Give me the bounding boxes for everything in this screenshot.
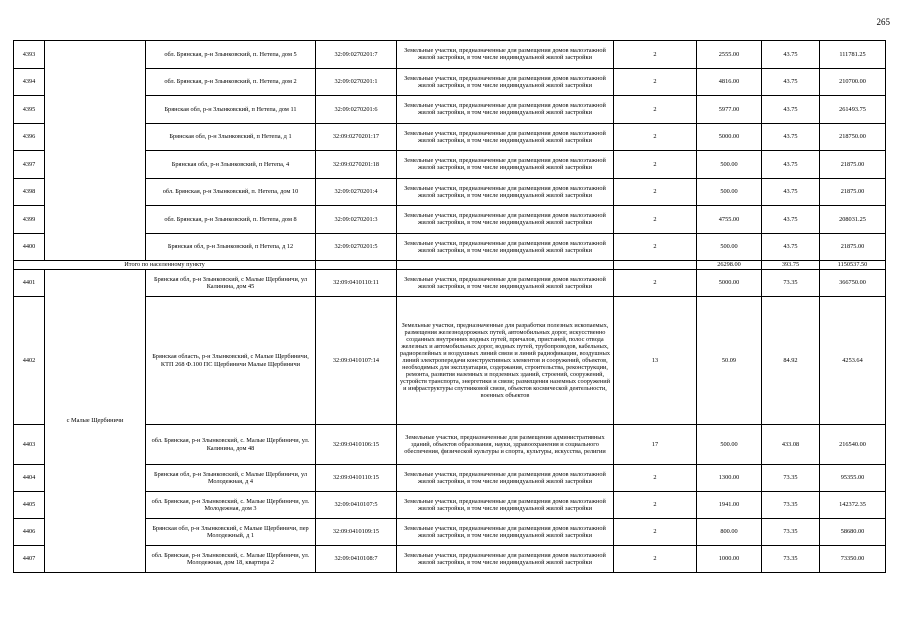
- value-cell: 142372.35: [820, 492, 886, 519]
- area-cell: 1000.00: [697, 546, 762, 573]
- cadastral-number-cell: 32:09:0270201:18: [316, 151, 397, 179]
- address-cell: Брянская обл, р-н Злынковский, с Малые Щербиничи, пер Молодежный, д 1: [146, 519, 316, 546]
- group-cell: 2: [614, 68, 697, 96]
- row-number: 4399: [14, 206, 45, 234]
- address-cell: обл. Брянская, р-н Злынковский, п. Нетепа, дом 8: [146, 206, 316, 234]
- value-cell: 216540.00: [820, 425, 886, 465]
- value-cell: 21875.00: [820, 178, 886, 206]
- area-cell: 500.00: [697, 178, 762, 206]
- area-cell: 4755.00: [697, 206, 762, 234]
- area-cell: 500.00: [697, 425, 762, 465]
- area-cell: 5000.00: [697, 123, 762, 151]
- row-number: 4406: [14, 519, 45, 546]
- rate-cell: 73.35: [762, 270, 820, 297]
- land-use-cell: Земельные участки, предназначенные для разработки полезных ископаемых, размещения железнодорожных путей, автомобильных дорог, искусственно созданных внутренних водных путей, причалов, пристаней, полос отвода железных и автомобильных дорог, водных путей, трубопроводов, кабельных, радиорелейных и воздушных линий связи и линий радиофикации, воздушных линий электропередачи конструктивных элементов и сооружений, объектов, необходимых для эксплуатации, содержания, строительства, реконструкции, ремонта, развития наземных и подземных зданий, строений, сооружений, устройств транспорта, энергетики и связи; размещения наземных сооружений и инфраструктуры спутниковой связи, объектов космической деятельности, военных объектов: [397, 297, 614, 425]
- land-use-cell: Земельные участки, предназначенные для размещения домов малоэтажной жилой застройки, в том числе индивидуальной жилой застройки: [397, 151, 614, 179]
- rate-cell: 84.92: [762, 297, 820, 425]
- group-cell: 2: [614, 465, 697, 492]
- rate-cell: 43.75: [762, 96, 820, 124]
- group-cell: 2: [614, 96, 697, 124]
- table-row: [14, 41, 886, 69]
- group-cell: 2: [614, 151, 697, 179]
- row-number: 4396: [14, 123, 45, 151]
- cadastral-number-cell: 32:09:0410110:11: [316, 270, 397, 297]
- cadastral-number-cell: 32:09:0410109:15: [316, 519, 397, 546]
- rate-cell: 73.35: [762, 519, 820, 546]
- cadastral-number-cell: 32:09:0270201:6: [316, 96, 397, 124]
- cadastral-number-cell: 32:09:0410110:15: [316, 465, 397, 492]
- area-cell: 50.09: [697, 297, 762, 425]
- land-use-cell: Земельные участки, предназначенные для размещения домов малоэтажной жилой застройки, в том числе индивидуальной жилой застройки: [397, 492, 614, 519]
- rate-cell: 43.75: [762, 151, 820, 179]
- value-cell: 21875.00: [820, 151, 886, 179]
- land-use-cell: Земельные участки, предназначенные для размещения домов малоэтажной жилой застройки, в том числе индивидуальной жилой застройки: [397, 233, 614, 261]
- cadastral-number-cell: 32:09:0270201:5: [316, 233, 397, 261]
- value-cell: 208031.25: [820, 206, 886, 234]
- rate-cell: 433.08: [762, 425, 820, 465]
- land-use-cell: Земельные участки, предназначенные для размещения домов малоэтажной жилой застройки, в том числе индивидуальной жилой застройки: [397, 270, 614, 297]
- table-row: [14, 270, 886, 297]
- area-cell: 1941.00: [697, 492, 762, 519]
- cadastral-number-cell: 32:09:0270201:1: [316, 68, 397, 96]
- cadastral-number-cell: 32:09:0410107:5: [316, 492, 397, 519]
- area-cell: 2555.00: [697, 41, 762, 69]
- row-number: 4405: [14, 492, 45, 519]
- value-cell: 73350.00: [820, 546, 886, 573]
- value-cell: 21875.00: [820, 233, 886, 261]
- row-number: 4404: [14, 465, 45, 492]
- address-cell: Брянская обл, р-н Злынковский, п Нетепа, д 12: [146, 233, 316, 261]
- rate-cell: 43.75: [762, 178, 820, 206]
- row-number: 4398: [14, 178, 45, 206]
- address-cell: обл. Брянская, р-н Злынковский, с. Малые Щербиничи, ул. Калинина, дом 48: [146, 425, 316, 465]
- row-number: 4395: [14, 96, 45, 124]
- rate-cell: 43.75: [762, 123, 820, 151]
- land-use-cell: Земельные участки, предназначенные для размещения домов малоэтажной жилой застройки, в том числе индивидуальной жилой застройки: [397, 465, 614, 492]
- group-cell: 17: [614, 425, 697, 465]
- row-number: 4394: [14, 68, 45, 96]
- cadastral-number-cell: 32:09:0270201:4: [316, 178, 397, 206]
- row-number: 4401: [14, 270, 45, 297]
- area-cell: 5977.00: [697, 96, 762, 124]
- address-cell: Брянская обл, р-н Злынковский, п Нетепа, д 1: [146, 123, 316, 151]
- address-cell: обл. Брянская, р-н Злынковский, п. Нетепа, дом 5: [146, 41, 316, 69]
- group-cell: 2: [614, 546, 697, 573]
- settlement-total-value: 1150537.50: [820, 261, 886, 270]
- group-cell: 2: [614, 519, 697, 546]
- settlement-cell: [45, 41, 146, 261]
- land-use-cell: Земельные участки, предназначенные для размещения домов малоэтажной жилой застройки, в том числе индивидуальной жилой застройки: [397, 546, 614, 573]
- value-cell: 218750.00: [820, 123, 886, 151]
- row-number: 4400: [14, 233, 45, 261]
- address-cell: Брянская обл, р-н Злынковский, п Нетепа, дом 11: [146, 96, 316, 124]
- group-cell: 2: [614, 233, 697, 261]
- settlement-total-label: Итого по населенному пункту: [14, 261, 316, 270]
- settlement-total-row: [14, 261, 886, 270]
- group-cell: 2: [614, 123, 697, 151]
- address-cell: обл. Брянская, р-н Злынковский, п. Нетепа, дом 2: [146, 68, 316, 96]
- cadastral-number-cell: 32:09:0410108:7: [316, 546, 397, 573]
- row-number: 4397: [14, 151, 45, 179]
- land-use-cell: Земельные участки, предназначенные для размещения домов малоэтажной жилой застройки, в том числе индивидуальной жилой застройки: [397, 41, 614, 69]
- row-number: 4407: [14, 546, 45, 573]
- area-cell: 500.00: [697, 151, 762, 179]
- address-cell: обл. Брянская, р-н Злынковский, с. Малые Щербиничи, ул. Молодежная, дом 3: [146, 492, 316, 519]
- rate-cell: 43.75: [762, 68, 820, 96]
- address-cell: Брянская обл, р-н Злынковский, с Малые Щербиничи, ул Молодежная, д 4: [146, 465, 316, 492]
- rate-cell: 43.75: [762, 41, 820, 69]
- value-cell: 95355.00: [820, 465, 886, 492]
- row-number: 4402: [14, 297, 45, 425]
- land-use-cell: Земельные участки, предназначенные для размещения домов малоэтажной жилой застройки, в том числе индивидуальной жилой застройки: [397, 519, 614, 546]
- group-cell: 2: [614, 41, 697, 69]
- land-use-cell: Земельные участки, предназначенные для размещения домов малоэтажной жилой застройки, в том числе индивидуальной жилой застройки: [397, 206, 614, 234]
- page-number: 265: [876, 17, 890, 27]
- cadastral-number-cell: 32:09:0270201:7: [316, 41, 397, 69]
- rate-cell: 43.75: [762, 233, 820, 261]
- cadastral-number-cell: 32:09:0270201:17: [316, 123, 397, 151]
- value-cell: 111781.25: [820, 41, 886, 69]
- rate-cell: 73.35: [762, 492, 820, 519]
- rate-cell: 73.35: [762, 546, 820, 573]
- group-cell: 2: [614, 206, 697, 234]
- group-cell: 13: [614, 297, 697, 425]
- rate-cell: 43.75: [762, 206, 820, 234]
- value-cell: 4253.64: [820, 297, 886, 425]
- group-cell: 2: [614, 270, 697, 297]
- value-cell: 366750.00: [820, 270, 886, 297]
- land-use-cell: Земельные участки, предназначенные для размещения домов малоэтажной жилой застройки, в том числе индивидуальной жилой застройки: [397, 96, 614, 124]
- settlement-total-area: 26298.00: [697, 261, 762, 270]
- cadastral-number-cell: 32:09:0410107:14: [316, 297, 397, 425]
- row-number: 4393: [14, 41, 45, 69]
- group-cell: 2: [614, 492, 697, 519]
- area-cell: 1300.00: [697, 465, 762, 492]
- land-use-cell: Земельные участки, предназначенные для размещения административных зданий, объектов образования, науки, здравоохранения и социального обеспечения, физической культуры и спорта, культуры, искусства, религии: [397, 425, 614, 465]
- address-cell: Брянская обл, р-н Злынковский, п Нетепа, 4: [146, 151, 316, 179]
- cadastral-number-cell: 32:09:0410106:15: [316, 425, 397, 465]
- area-cell: 4816.00: [697, 68, 762, 96]
- land-use-cell: Земельные участки, предназначенные для размещения домов малоэтажной жилой застройки, в том числе индивидуальной жилой застройки: [397, 68, 614, 96]
- value-cell: 58680.00: [820, 519, 886, 546]
- rate-cell: 73.35: [762, 465, 820, 492]
- area-cell: 800.00: [697, 519, 762, 546]
- cadastral-value-table: [13, 40, 886, 573]
- land-use-cell: Земельные участки, предназначенные для размещения домов малоэтажной жилой застройки, в том числе индивидуальной жилой застройки: [397, 123, 614, 151]
- address-cell: Брянская обл, р-н Злынковский, с Малые Щербиничи, ул Калинина, дом 45: [146, 270, 316, 297]
- area-cell: 500.00: [697, 233, 762, 261]
- row-number: 4403: [14, 425, 45, 465]
- cadastral-number-cell: 32:09:0270201:3: [316, 206, 397, 234]
- settlement-name-cell: с Малые Щербиничи: [45, 270, 146, 573]
- value-cell: 261493.75: [820, 96, 886, 124]
- value-cell: 210700.00: [820, 68, 886, 96]
- settlement-total-rate: 393.75: [762, 261, 820, 270]
- address-cell: Брянская область, р-н Злынковский, с Малые Щербиничи, КТП 268 Ф.100 ПС Щербиничи Малые Щербиничи: [146, 297, 316, 425]
- address-cell: обл. Брянская, р-н Злынковский, с. Малые Щербиничи, ул. Молодежная, дом 18, квартира 2: [146, 546, 316, 573]
- address-cell: обл. Брянская, р-н Злынковский, п. Нетепа, дом 10: [146, 178, 316, 206]
- land-use-cell: Земельные участки, предназначенные для размещения домов малоэтажной жилой застройки, в том числе индивидуальной жилой застройки: [397, 178, 614, 206]
- area-cell: 5000.00: [697, 270, 762, 297]
- group-cell: 2: [614, 178, 697, 206]
